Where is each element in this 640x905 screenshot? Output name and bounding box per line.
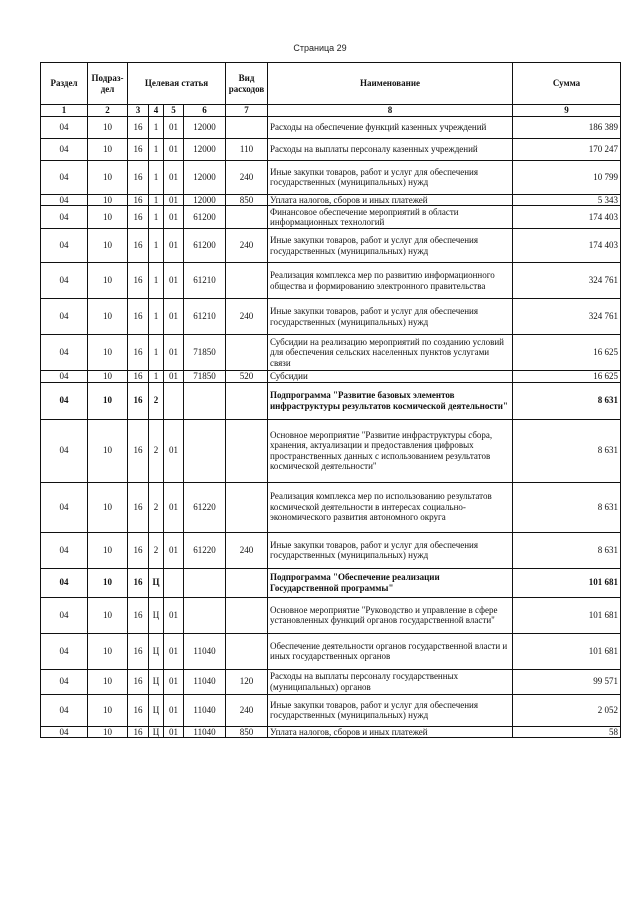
cell-razdel: 04 — [41, 335, 88, 371]
cell-subprogram-code: Ц — [149, 597, 164, 633]
table-row — [41, 419, 621, 482]
cell-program-code: 16 — [128, 532, 149, 568]
cell-subprogram-code: 1 — [149, 194, 164, 206]
cell-direction-code: 61220 — [184, 532, 226, 568]
cell-subprogram-code: 1 — [149, 229, 164, 263]
cell-program-code: 16 — [128, 669, 149, 694]
table-row — [41, 597, 621, 633]
cell-podrazdel: 10 — [88, 206, 128, 229]
table-row — [41, 116, 621, 138]
cell-sum: 101 681 — [513, 597, 621, 633]
cell-subprogram-code: 1 — [149, 206, 164, 229]
cell-name: Расходы на обеспечение функций казенных учреждений — [268, 116, 513, 138]
cell-vid: 850 — [226, 726, 268, 738]
table-row — [41, 160, 621, 194]
cell-subprogram-code: Ц — [149, 694, 164, 726]
cell-direction-code — [184, 419, 226, 482]
cell-podrazdel: 10 — [88, 116, 128, 138]
table-row — [41, 263, 621, 299]
cell-podrazdel: 10 — [88, 299, 128, 335]
cell-razdel: 04 — [41, 138, 88, 160]
cell-program-code: 16 — [128, 482, 149, 532]
cell-direction-code: 11040 — [184, 633, 226, 669]
cell-event-code: 01 — [164, 694, 184, 726]
cell-vid — [226, 568, 268, 597]
cell-subprogram-code: 1 — [149, 116, 164, 138]
header-row — [41, 63, 621, 105]
cell-event-code: 01 — [164, 229, 184, 263]
table-row — [41, 482, 621, 532]
cell-name: Расходы на выплаты персоналу казенных учреждений — [268, 138, 513, 160]
table-row — [41, 371, 621, 383]
cell-sum: 5 343 — [513, 194, 621, 206]
cell-event-code: 01 — [164, 299, 184, 335]
cell-program-code: 16 — [128, 116, 149, 138]
cell-vid: 240 — [226, 299, 268, 335]
cell-vid — [226, 335, 268, 371]
cell-program-code: 16 — [128, 160, 149, 194]
cell-podrazdel: 10 — [88, 532, 128, 568]
cell-vid — [226, 263, 268, 299]
table-row — [41, 726, 621, 738]
budget-table — [40, 62, 621, 738]
cell-direction-code: 11040 — [184, 694, 226, 726]
cell-podrazdel: 10 — [88, 263, 128, 299]
cell-event-code: 01 — [164, 726, 184, 738]
cell-name: Расходы на выплаты персоналу государственных (муниципальных) органов — [268, 669, 513, 694]
cell-sum: 101 681 — [513, 568, 621, 597]
cell-program-code: 16 — [128, 229, 149, 263]
cell-razdel: 04 — [41, 371, 88, 383]
cell-direction-code: 61210 — [184, 299, 226, 335]
cell-direction-code — [184, 597, 226, 633]
cell-subprogram-code: Ц — [149, 568, 164, 597]
cell-razdel: 04 — [41, 299, 88, 335]
cell-razdel: 04 — [41, 532, 88, 568]
cell-sum: 10 799 — [513, 160, 621, 194]
cell-razdel: 04 — [41, 597, 88, 633]
cell-direction-code: 61200 — [184, 206, 226, 229]
cell-subprogram-code: Ц — [149, 669, 164, 694]
cell-vid — [226, 633, 268, 669]
cell-name: Иные закупки товаров, работ и услуг для обеспечения государственных (муниципальных) нужд — [268, 229, 513, 263]
table-row — [41, 532, 621, 568]
cell-vid: 120 — [226, 669, 268, 694]
cell-program-code: 16 — [128, 335, 149, 371]
cell-direction-code: 11040 — [184, 669, 226, 694]
cell-subprogram-code: 2 — [149, 482, 164, 532]
header-tselevaya: Целевая статья — [128, 63, 226, 105]
cell-event-code: 01 — [164, 194, 184, 206]
table-row — [41, 335, 621, 371]
table-row — [41, 669, 621, 694]
header-vid: Вид расходов — [226, 63, 268, 105]
column-number: 6 — [184, 105, 226, 117]
table-row — [41, 206, 621, 229]
cell-vid: 240 — [226, 694, 268, 726]
cell-podrazdel: 10 — [88, 138, 128, 160]
column-number-row — [41, 105, 621, 117]
cell-name: Подпрограмма "Обеспечение реализации Государственной программы" — [268, 568, 513, 597]
cell-podrazdel: 10 — [88, 669, 128, 694]
column-number: 4 — [149, 105, 164, 117]
cell-sum: 8 631 — [513, 532, 621, 568]
column-number: 7 — [226, 105, 268, 117]
cell-sum: 99 571 — [513, 669, 621, 694]
cell-sum: 324 761 — [513, 263, 621, 299]
cell-name: Иные закупки товаров, работ и услуг для обеспечения государственных (муниципальных) нужд — [268, 532, 513, 568]
cell-name: Подпрограмма "Развитие базовых элементов инфраструктуры результатов космической деятельности" — [268, 382, 513, 419]
cell-direction-code: 12000 — [184, 116, 226, 138]
cell-razdel: 04 — [41, 726, 88, 738]
cell-razdel: 04 — [41, 116, 88, 138]
cell-subprogram-code: 1 — [149, 263, 164, 299]
cell-sum: 8 631 — [513, 482, 621, 532]
cell-subprogram-code: Ц — [149, 726, 164, 738]
cell-sum: 324 761 — [513, 299, 621, 335]
cell-direction-code: 12000 — [184, 194, 226, 206]
cell-program-code: 16 — [128, 263, 149, 299]
cell-subprogram-code: 1 — [149, 299, 164, 335]
column-number: 2 — [88, 105, 128, 117]
table-body — [41, 116, 621, 738]
cell-vid: 110 — [226, 138, 268, 160]
table-row — [41, 138, 621, 160]
cell-podrazdel: 10 — [88, 335, 128, 371]
table-row — [41, 299, 621, 335]
cell-razdel: 04 — [41, 263, 88, 299]
cell-direction-code: 61220 — [184, 482, 226, 532]
cell-podrazdel: 10 — [88, 482, 128, 532]
cell-podrazdel: 10 — [88, 371, 128, 383]
cell-vid — [226, 482, 268, 532]
cell-vid: 850 — [226, 194, 268, 206]
cell-event-code: 01 — [164, 597, 184, 633]
column-number: 8 — [268, 105, 513, 117]
cell-event-code — [164, 568, 184, 597]
cell-razdel: 04 — [41, 694, 88, 726]
table-row — [41, 194, 621, 206]
cell-vid: 240 — [226, 229, 268, 263]
cell-razdel: 04 — [41, 194, 88, 206]
column-number: 1 — [41, 105, 88, 117]
cell-program-code: 16 — [128, 299, 149, 335]
cell-razdel: 04 — [41, 669, 88, 694]
cell-razdel: 04 — [41, 206, 88, 229]
cell-name: Субсидии — [268, 371, 513, 383]
cell-podrazdel: 10 — [88, 194, 128, 206]
cell-razdel: 04 — [41, 419, 88, 482]
cell-subprogram-code: 2 — [149, 419, 164, 482]
cell-sum: 8 631 — [513, 419, 621, 482]
cell-program-code: 16 — [128, 138, 149, 160]
cell-podrazdel: 10 — [88, 597, 128, 633]
cell-sum: 16 625 — [513, 335, 621, 371]
cell-program-code: 16 — [128, 382, 149, 419]
table-row — [41, 568, 621, 597]
cell-direction-code: 61210 — [184, 263, 226, 299]
header-podrazdel: Подраз-дел — [88, 63, 128, 105]
cell-sum: 2 052 — [513, 694, 621, 726]
cell-program-code: 16 — [128, 726, 149, 738]
cell-event-code: 01 — [164, 160, 184, 194]
cell-program-code: 16 — [128, 206, 149, 229]
cell-name: Основное мероприятие "Руководство и управление в сфере установленных функций органов государственной власти" — [268, 597, 513, 633]
cell-direction-code: 12000 — [184, 138, 226, 160]
cell-podrazdel: 10 — [88, 568, 128, 597]
table-row — [41, 229, 621, 263]
cell-sum: 174 403 — [513, 206, 621, 229]
cell-podrazdel: 10 — [88, 726, 128, 738]
cell-subprogram-code: 2 — [149, 532, 164, 568]
column-number: 3 — [128, 105, 149, 117]
cell-razdel: 04 — [41, 482, 88, 532]
cell-program-code: 16 — [128, 371, 149, 383]
cell-vid — [226, 116, 268, 138]
cell-event-code: 01 — [164, 263, 184, 299]
cell-event-code: 01 — [164, 669, 184, 694]
column-number: 9 — [513, 105, 621, 117]
cell-subprogram-code: 2 — [149, 382, 164, 419]
cell-name: Финансовое обеспечение мероприятий в области информационных технологий — [268, 206, 513, 229]
cell-name: Иные закупки товаров, работ и услуг для обеспечения государственных (муниципальных) нужд — [268, 160, 513, 194]
cell-direction-code — [184, 568, 226, 597]
cell-vid — [226, 597, 268, 633]
cell-sum: 16 625 — [513, 371, 621, 383]
cell-podrazdel: 10 — [88, 419, 128, 482]
cell-name: Иные закупки товаров, работ и услуг для обеспечения государственных (муниципальных) нужд — [268, 299, 513, 335]
table-row — [41, 382, 621, 419]
cell-direction-code — [184, 382, 226, 419]
cell-razdel: 04 — [41, 160, 88, 194]
cell-razdel: 04 — [41, 229, 88, 263]
cell-podrazdel: 10 — [88, 382, 128, 419]
cell-name: Иные закупки товаров, работ и услуг для обеспечения государственных (муниципальных) нужд — [268, 694, 513, 726]
cell-sum: 8 631 — [513, 382, 621, 419]
header-naim: Наименование — [268, 63, 513, 105]
cell-direction-code: 11040 — [184, 726, 226, 738]
cell-event-code: 01 — [164, 482, 184, 532]
cell-subprogram-code: 1 — [149, 160, 164, 194]
cell-program-code: 16 — [128, 597, 149, 633]
cell-event-code: 01 — [164, 633, 184, 669]
header-summa: Сумма — [513, 63, 621, 105]
cell-event-code: 01 — [164, 371, 184, 383]
cell-event-code: 01 — [164, 532, 184, 568]
cell-program-code: 16 — [128, 568, 149, 597]
cell-program-code: 16 — [128, 194, 149, 206]
cell-subprogram-code: 1 — [149, 138, 164, 160]
cell-event-code: 01 — [164, 116, 184, 138]
cell-event-code: 01 — [164, 206, 184, 229]
cell-name: Уплата налогов, сборов и иных платежей — [268, 194, 513, 206]
table-row — [41, 694, 621, 726]
cell-direction-code: 71850 — [184, 335, 226, 371]
cell-podrazdel: 10 — [88, 694, 128, 726]
cell-vid: 240 — [226, 532, 268, 568]
cell-vid: 520 — [226, 371, 268, 383]
cell-event-code: 01 — [164, 335, 184, 371]
cell-name: Основное мероприятие "Развитие инфраструктуры сбора, хранения, актуализации и предоставления цифровых пространственных данных с использованием результатов космической деятельности" — [268, 419, 513, 482]
page-label: Страница 29 — [293, 43, 347, 53]
cell-direction-code: 12000 — [184, 160, 226, 194]
cell-subprogram-code: Ц — [149, 633, 164, 669]
cell-podrazdel: 10 — [88, 160, 128, 194]
cell-event-code: 01 — [164, 419, 184, 482]
cell-direction-code: 61200 — [184, 229, 226, 263]
cell-event-code: 01 — [164, 138, 184, 160]
cell-name: Обеспечение деятельности органов государственной власти и иных государственных органов — [268, 633, 513, 669]
cell-direction-code: 71850 — [184, 371, 226, 383]
cell-name: Уплата налогов, сборов и иных платежей — [268, 726, 513, 738]
cell-sum: 170 247 — [513, 138, 621, 160]
cell-name: Субсидии на реализацию мероприятий по созданию условий для обеспечения сельских населенных пунктов услугами связи — [268, 335, 513, 371]
cell-name: Реализация комплекса мер по использованию результатов космической деятельности в интересах социально-экономического развития автономного округа — [268, 482, 513, 532]
cell-vid — [226, 419, 268, 482]
header-razdel: Раздел — [41, 63, 88, 105]
table-row — [41, 633, 621, 669]
cell-program-code: 16 — [128, 694, 149, 726]
cell-razdel: 04 — [41, 633, 88, 669]
cell-vid — [226, 382, 268, 419]
cell-podrazdel: 10 — [88, 633, 128, 669]
cell-sum: 101 681 — [513, 633, 621, 669]
cell-subprogram-code: 1 — [149, 371, 164, 383]
cell-sum: 58 — [513, 726, 621, 738]
cell-name: Реализация комплекса мер по развитию информационного общества и формированию электронного правительства — [268, 263, 513, 299]
cell-program-code: 16 — [128, 633, 149, 669]
cell-sum: 186 389 — [513, 116, 621, 138]
cell-sum: 174 403 — [513, 229, 621, 263]
cell-subprogram-code: 1 — [149, 335, 164, 371]
cell-vid: 240 — [226, 160, 268, 194]
cell-razdel: 04 — [41, 568, 88, 597]
cell-event-code — [164, 382, 184, 419]
cell-program-code: 16 — [128, 419, 149, 482]
cell-vid — [226, 206, 268, 229]
cell-podrazdel: 10 — [88, 229, 128, 263]
cell-razdel: 04 — [41, 382, 88, 419]
column-number: 5 — [164, 105, 184, 117]
